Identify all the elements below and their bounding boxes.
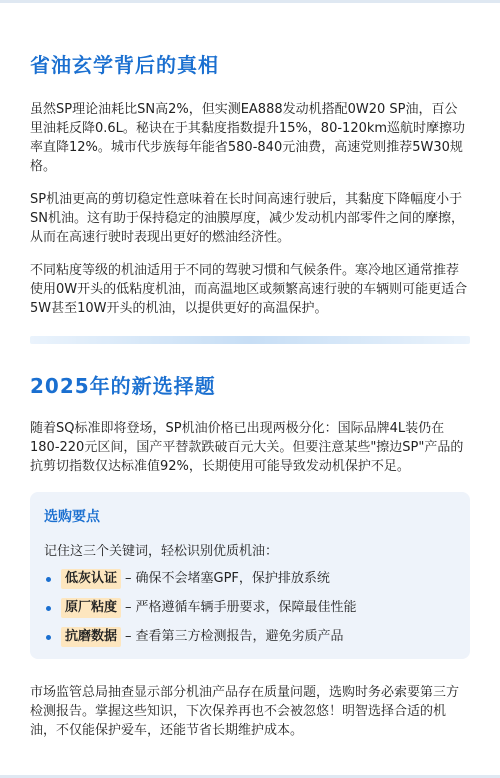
item-separator: – bbox=[125, 571, 132, 586]
paragraph-conclusion: 市场监管总局抽查显示部分机油产品存在质量问题，选购时务必索要第三方检测报告。掌握这些知识，下次保养再也不会被忽悠！明智选择合适的机油，不仅能保护爱车，还能节省长期维护成本。 bbox=[30, 685, 460, 738]
paragraph-viscosity-grades: 不同粘度等级的机油适用于不同的驾驶习惯和气候条件。寒冷地区通常推荐使用0W开头的低粘度机油，而高温地区或频繁高速行驶的车辆则可能更适合5W甚至10W开头的机油，以提供更好的高温保护。 bbox=[30, 263, 468, 316]
section-2025-choice bbox=[0, 370, 500, 476]
section-divider bbox=[30, 336, 470, 344]
item-text: 确保不会堵塞GPF，保护排放系统 bbox=[135, 571, 330, 586]
keyword-tag: 低灰认证 bbox=[61, 569, 121, 589]
bullet-dot-icon bbox=[46, 577, 51, 582]
bullet-dot-icon bbox=[46, 606, 51, 611]
item-text: 严格遵循车辆手册要求，保障最佳性能 bbox=[135, 600, 357, 615]
item-separator: – bbox=[125, 600, 132, 615]
list-item bbox=[44, 627, 456, 647]
buying-tips-list bbox=[44, 569, 456, 647]
section-title-2025-choice: 2025年的新选择题 bbox=[30, 374, 216, 398]
section-conclusion bbox=[0, 683, 500, 740]
bullet-dot-icon bbox=[46, 635, 51, 640]
paragraph-price-split: 随着SQ标准即将登场，SP机油价格已出现两极分化：国际品牌4L装仍在180-220元区间，国产平替款跌破百元大关。但要注意某些"擦边SP"产品的抗剪切指数仅达标准值92%，长期使用可能导致发动机保护不足。 bbox=[30, 421, 464, 474]
paragraph-oil-consumption: 虽然SP理论油耗比SN高2%，但实测EA888发动机搭配0W20 SP油，百公里油耗反降0.6L。秘诀在于其黏度指数提升15%，80-120km巡航时摩擦功率直降12%。城市代步族每年能省580-840元油费，高速党则推荐5W30规格。 bbox=[30, 102, 466, 174]
buying-tips-box bbox=[30, 492, 470, 659]
buying-tips-intro: 记住这三个关键词，轻松识别优质机油： bbox=[44, 544, 279, 559]
section-title-oil-truth: 省油玄学背后的真相 bbox=[30, 53, 219, 77]
paragraph-shear-stability: SP机油更高的剪切稳定性意味着在长时间高速行驶后，其黏度下降幅度小于SN机油。这有助于保持稳定的油膜厚度，减少发动机内部零件之间的摩擦，从而在高速行驶时表现出更好的燃油经济性。 bbox=[30, 192, 464, 245]
item-separator: – bbox=[125, 629, 132, 644]
list-item bbox=[44, 569, 456, 589]
section-oil-truth bbox=[0, 3, 500, 318]
buying-tips-title: 选购要点 bbox=[44, 509, 100, 525]
list-item bbox=[44, 598, 456, 618]
item-text: 查看第三方检测报告，避免劣质产品 bbox=[135, 629, 344, 644]
keyword-tag: 抗磨数据 bbox=[61, 627, 121, 647]
keyword-tag: 原厂粘度 bbox=[61, 598, 121, 618]
